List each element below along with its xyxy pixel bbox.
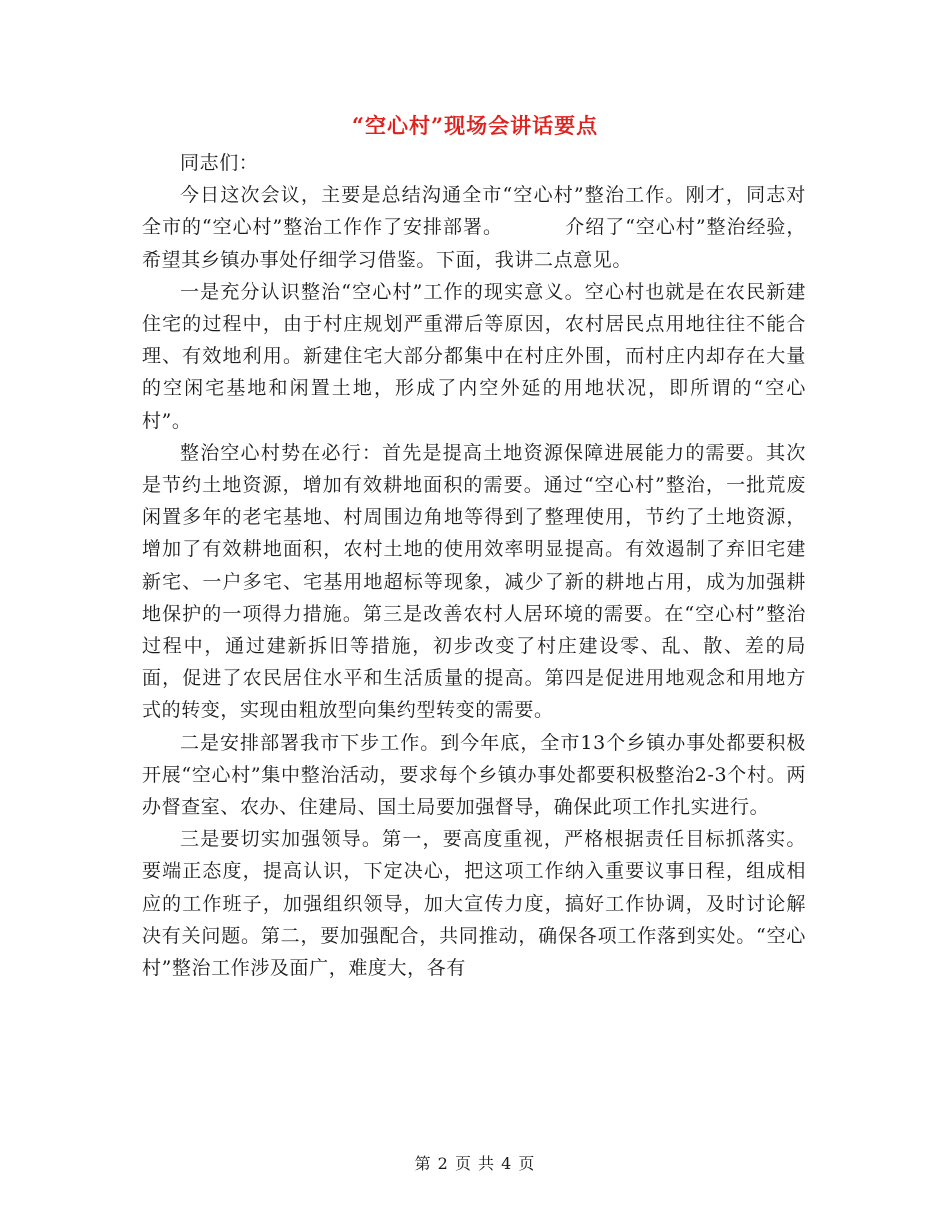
document-body xyxy=(142,147,806,984)
intro-part-3: 介绍了“空心村”整治经验，希望其乡镇办事处仔细学习借鉴。下面，我讲二点意见。 xyxy=(142,216,806,271)
paragraph-necessity: 整治空心村势在必行：首先是提高土地资源保障进展能力的需要。其次是节约土地资源，增加有效耕地面积的需要。通过“空心村”整治，一批荒废闲置多年的老宅基地、村周围边角地等得到了整理使用，节约了土地资源，增加了有效耕地面积，农村土地的使用效率明显提高。有效遏制了弃旧宅建新宅、一户多宅、宅基用地超标等现象，减少了新的耕地占用，成为加强耕地保护的一项得力措施。第三是改善农村人居环境的需要。在“空心村”整治过程中，通过建新拆旧等措施，初步改变了村庄建设零、乱、散、差的局面，促进了农民居住水平和生活质量的提高。第四是促进用地观念和用地方式的转变，实现由粗放型向集约型转变的需要。 xyxy=(142,441,806,722)
paragraph-leadership: 三是要切实加强领导。第一，要高度重视，严格根据责任目标抓落实。要端正态度，提高认识，下定决心，把这项工作纳入重要议事日程，组成相应的工作班子，加强组织领导，加大宣传力度，搞好工作协调，及时讨论解决有关问题。第二，要加强配合，共同推动，确保各项工作落到实处。“空心村”整治工作涉及面广，难度大，各有 xyxy=(142,828,806,980)
salutation: 同志们： xyxy=(180,152,259,174)
paragraph-next-steps: 二是安排部署我市下步工作。到今年底，全市13个乡镇办事处都要积极开展“空心村”集中整治活动，要求每个乡镇办事处都要积极整治2-3个村。两办督查室、农办、住建局、国土局要加强督导，确保此项工作扎实进行。 xyxy=(142,731,806,819)
intro-part-2: 同志对全市的“空心村”整治工作作了安排部署。 xyxy=(142,184,806,239)
document-title: “空心村”现场会讲话要点 xyxy=(351,113,599,138)
page-number-footer: 第 2 页 共 4 页 xyxy=(414,1154,536,1173)
intro-paragraph xyxy=(142,179,806,276)
paragraph-significance: 一是充分认识整治“空心村”工作的现实意义。空心村也就是在农民新建住宅的过程中，由于村庄规划严重滞后等原因，农村居民点用地往往不能合理、有效地利用。新建住宅大部分都集中在村庄外围，而村庄内却存在大量的空闲宅基地和闲置土地，形成了内空外延的用地状况，即所谓的“空心村”。 xyxy=(142,280,806,432)
intro-part-1: 今日这次会议，主要是总结沟通全市“空心村”整治工作。刚才， xyxy=(180,184,747,207)
